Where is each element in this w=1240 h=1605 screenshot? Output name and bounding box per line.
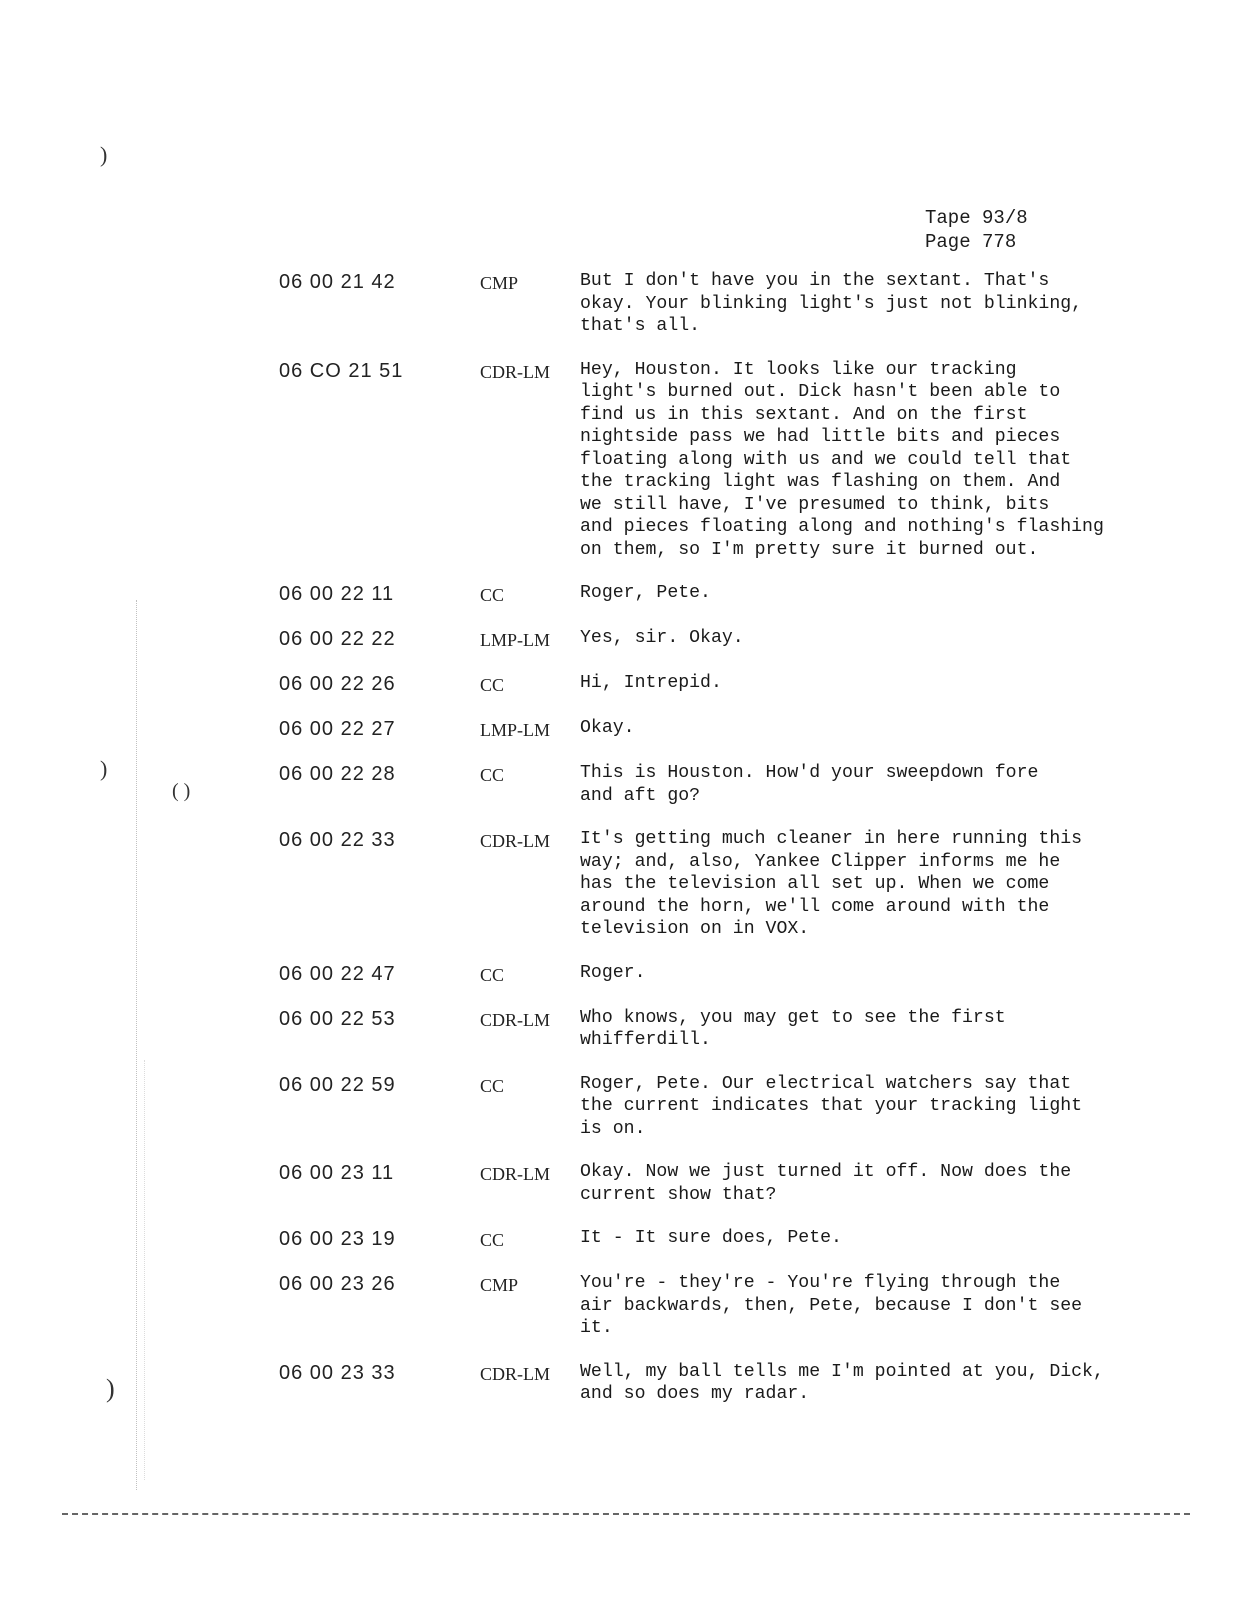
entry-timestamp: 06 00 22 53 bbox=[279, 1007, 396, 1030]
entry-timestamp: 06 00 22 11 bbox=[279, 583, 395, 605]
transcript-entry bbox=[0, 270, 1240, 338]
transcript-entries bbox=[0, 270, 1240, 1427]
transcript-entry bbox=[0, 1227, 1240, 1251]
entry-text: Okay. Now we just turned it off. Now does the current show that? bbox=[580, 1162, 1072, 1205]
entry-text: Yes, sir. Okay. bbox=[580, 628, 744, 648]
entry-timestamp: 06 00 22 26 bbox=[279, 673, 396, 695]
entry-text: Hey, Houston. It looks like our tracking light's burned out. Dick hasn't been able to find us in this sextant. And on the first nightside pass we had little bits and pieces floating along with us and we could tell that the tracking light was flashing on them. And we still have, I've presumed to think, bits and pieces floating along and nothing's flashing on them, so I'm pretty sure it burned out. bbox=[580, 359, 1104, 560]
entry-text: Roger, Pete. Our electrical watchers say that the current indicates that your tracking light is on. bbox=[580, 1073, 1083, 1139]
entry-timestamp: 06 00 22 28 bbox=[279, 763, 396, 785]
margin-mark: ( ) bbox=[172, 780, 191, 802]
entry-text: But I don't have you in the sextant. That's okay. Your blinking light's just not blinking, that's all. bbox=[580, 271, 1083, 336]
entry-timestamp: 06 00 23 11 bbox=[279, 1162, 395, 1184]
entry-text: It - It sure does, Pete. bbox=[580, 1228, 842, 1248]
entry-speaker: CC bbox=[480, 585, 505, 605]
entry-timestamp: 06 00 22 47 bbox=[279, 962, 396, 985]
transcript-entry bbox=[0, 828, 1240, 941]
entry-timestamp: 06 00 21 42 bbox=[279, 271, 396, 293]
entry-speaker: CDR-LM bbox=[480, 831, 551, 851]
entry-speaker: CC bbox=[480, 964, 505, 985]
entry-speaker: CC bbox=[480, 765, 505, 785]
entry-timestamp: 06 00 22 27 bbox=[279, 718, 396, 740]
entry-text: Roger, Pete. bbox=[580, 583, 711, 603]
transcript-entry bbox=[0, 1361, 1240, 1406]
entry-speaker: CMP bbox=[480, 1275, 519, 1295]
transcript-entry bbox=[0, 672, 1240, 696]
transcript-entry bbox=[0, 582, 1240, 606]
transcript-entry bbox=[0, 627, 1240, 651]
transcript-entry bbox=[0, 1161, 1240, 1206]
entry-text: You're - they're - You're flying through the air backwards, then, Pete, because I don't see it. bbox=[580, 1273, 1083, 1338]
entry-speaker: CDR-LM bbox=[480, 1363, 551, 1384]
entry-speaker: CDR-LM bbox=[480, 1164, 551, 1184]
bottom-rule bbox=[62, 1513, 1190, 1515]
transcript-entry bbox=[0, 717, 1240, 741]
entry-speaker: CMP bbox=[480, 273, 519, 293]
page-header bbox=[925, 206, 1028, 254]
entry-text: Okay. bbox=[580, 718, 635, 738]
entry-text: This is Houston. How'd your sweepdown fore and aft go? bbox=[580, 763, 1039, 806]
entry-speaker: CC bbox=[480, 675, 505, 695]
entry-speaker: LMP-LM bbox=[480, 720, 551, 740]
entry-text: Well, my ball tells me I'm pointed at you, Dick, and so does my radar. bbox=[580, 1361, 1104, 1404]
entry-text: Who knows, you may get to see the first whifferdill. bbox=[580, 1007, 1006, 1050]
entry-timestamp: 06 00 23 19 bbox=[279, 1228, 396, 1250]
margin-mark: ) bbox=[100, 142, 108, 167]
entry-speaker: CC bbox=[480, 1230, 505, 1250]
page-number: Page 778 bbox=[925, 231, 1017, 253]
transcript-entry bbox=[0, 359, 1240, 562]
entry-text: It's getting much cleaner in here running this way; and, also, Yankee Clipper informs me he has the television all set up. When we come around the horn, we'll come around with the television on in VOX. bbox=[580, 829, 1083, 939]
tape-number: Tape 93/8 bbox=[925, 207, 1028, 229]
entry-text: Hi, Intrepid. bbox=[580, 673, 722, 693]
transcript-entry bbox=[0, 1272, 1240, 1340]
entry-timestamp: 06 00 23 33 bbox=[279, 1361, 396, 1384]
transcript-entry bbox=[0, 762, 1240, 807]
entry-speaker: LMP-LM bbox=[480, 630, 551, 650]
entry-timestamp: 06 00 22 33 bbox=[279, 829, 396, 851]
entry-timestamp: 06 00 22 59 bbox=[279, 1073, 396, 1096]
entry-timestamp: 06 00 22 22 bbox=[279, 628, 396, 650]
margin-mark: ) bbox=[100, 756, 108, 781]
entry-text: Roger. bbox=[580, 962, 646, 983]
entry-speaker: CDR-LM bbox=[480, 1009, 551, 1030]
entry-speaker: CDR-LM bbox=[480, 361, 551, 382]
entry-timestamp: 06 CO 21 51 bbox=[279, 359, 404, 382]
transcript-entry bbox=[0, 1007, 1240, 1052]
margin-mark: ) bbox=[106, 1374, 115, 1403]
entry-timestamp: 06 00 23 26 bbox=[279, 1273, 396, 1295]
transcript-entry bbox=[0, 962, 1240, 986]
transcript-entry bbox=[0, 1073, 1240, 1141]
entry-speaker: CC bbox=[480, 1075, 505, 1096]
